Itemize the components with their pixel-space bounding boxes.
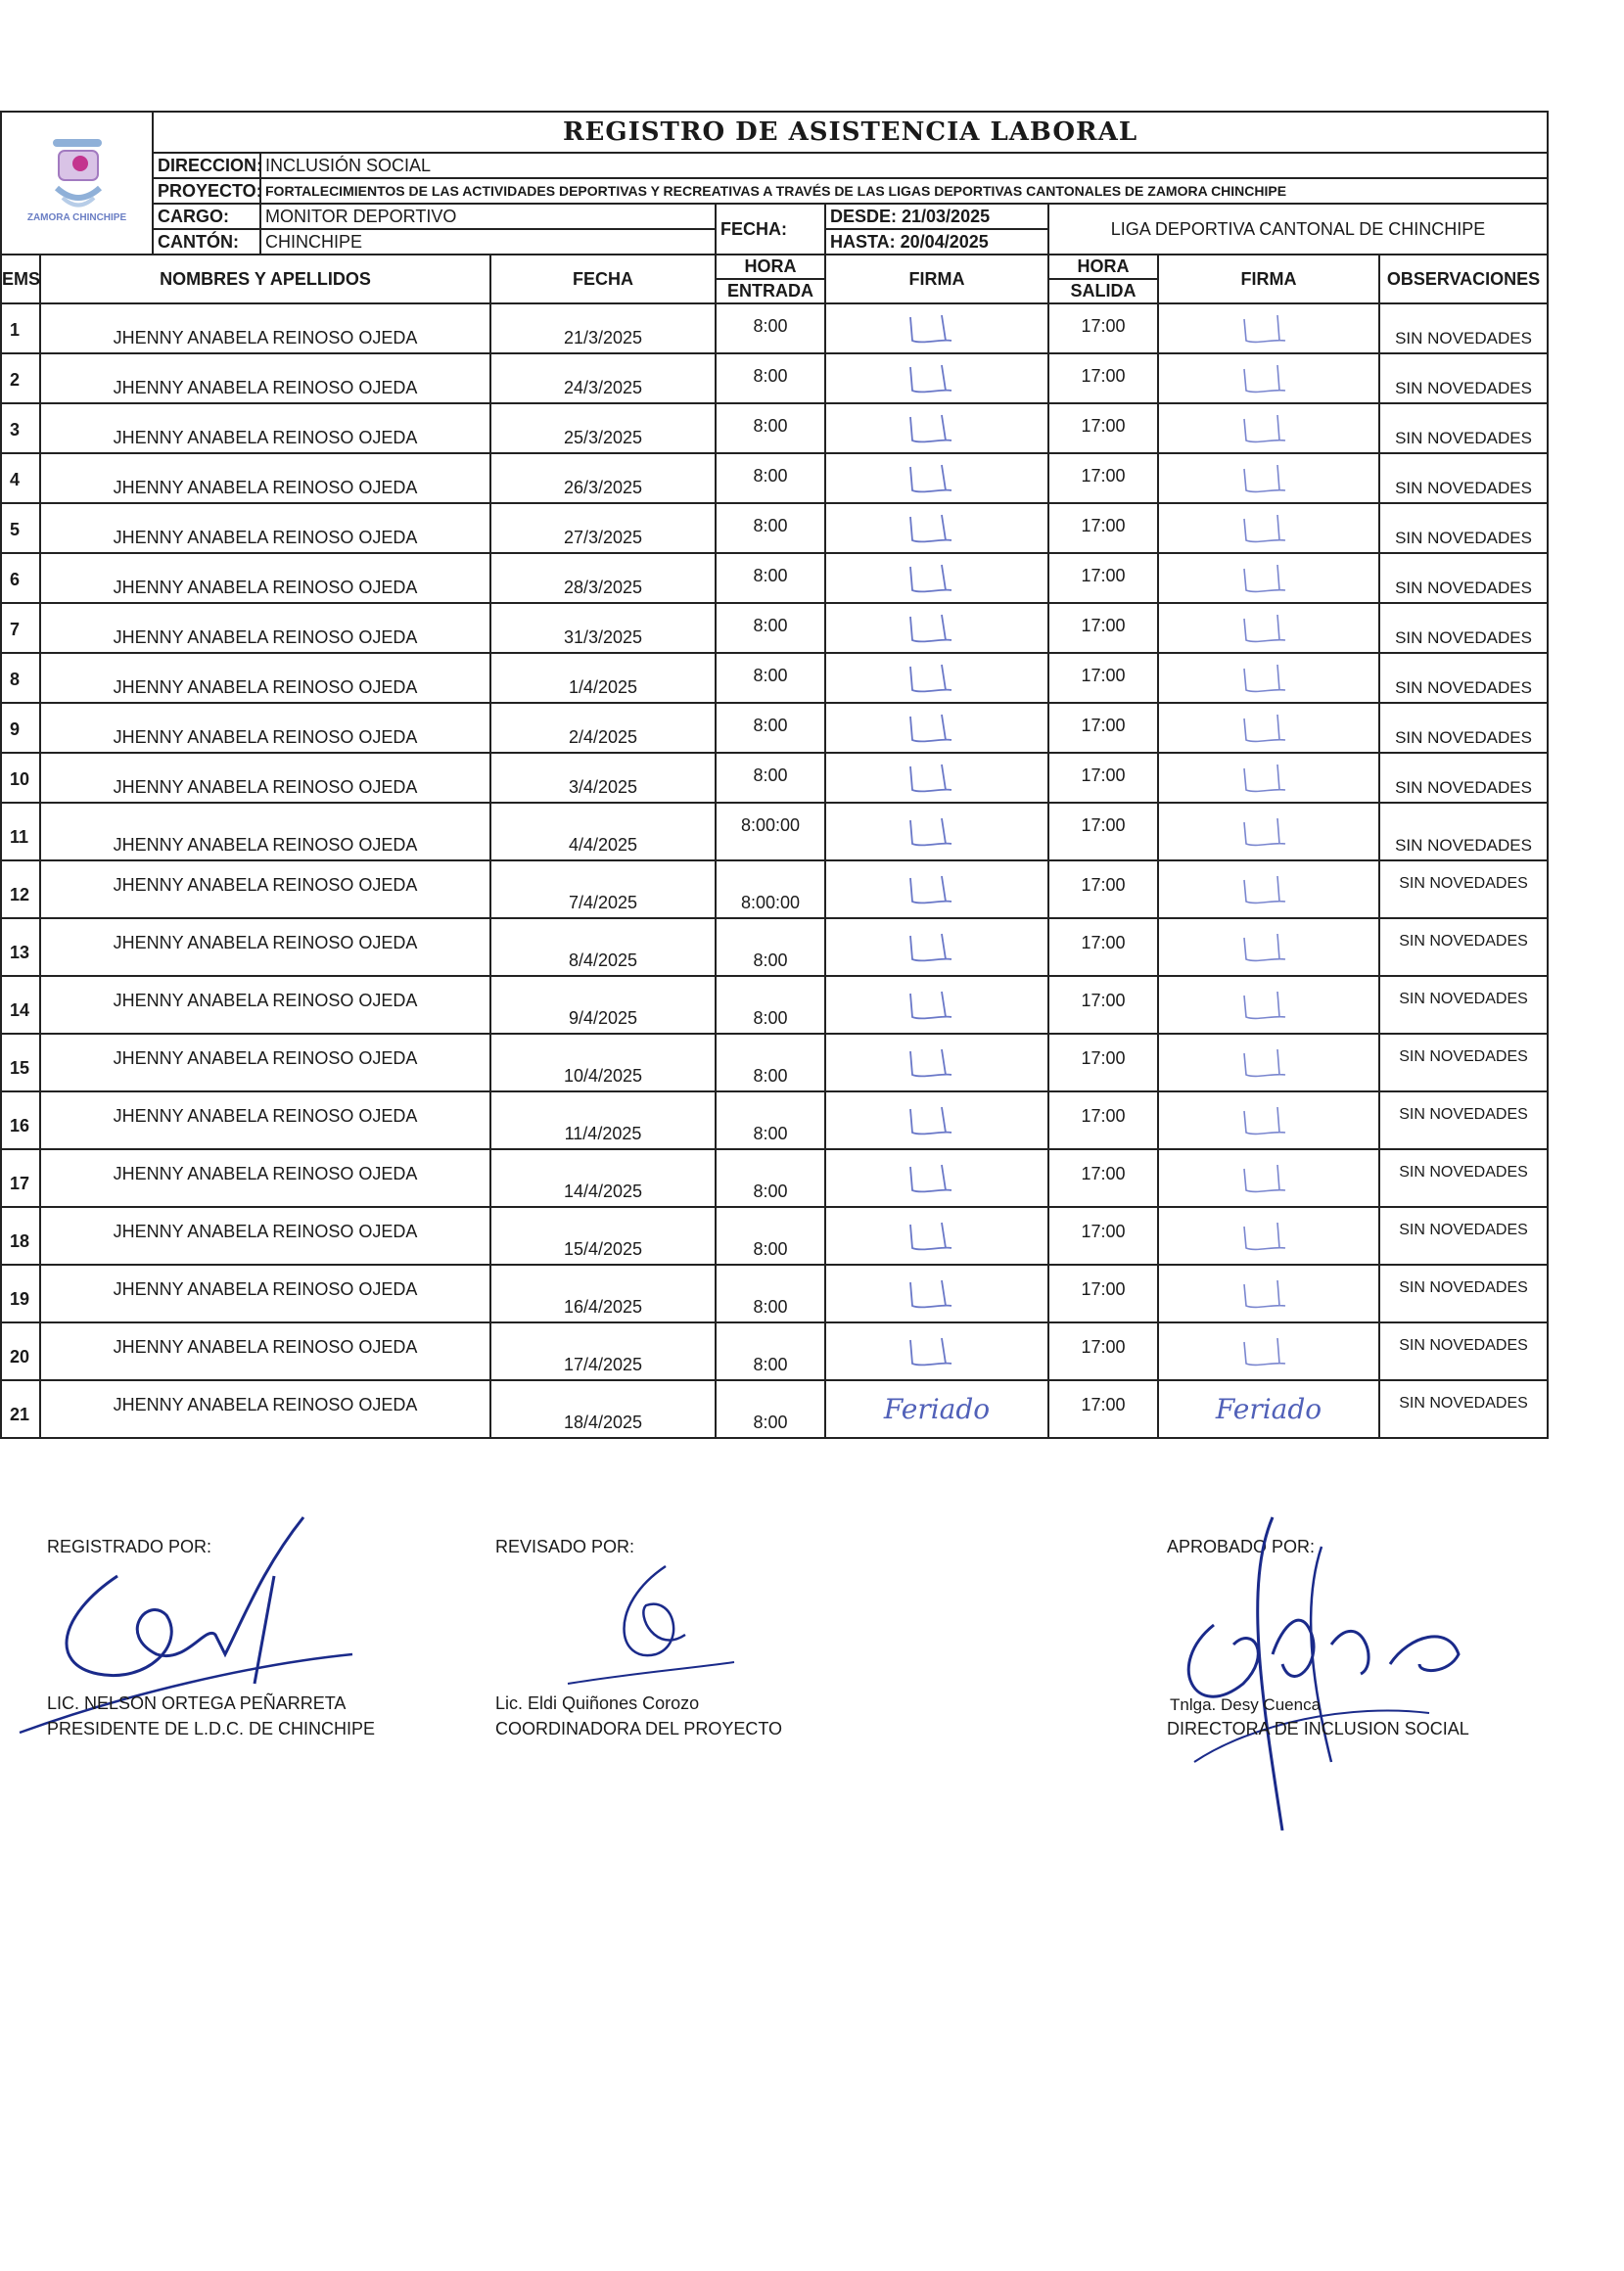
row-number: 8 bbox=[1, 653, 40, 703]
row-number: 4 bbox=[1, 453, 40, 503]
entry-signature bbox=[825, 403, 1048, 453]
entry-time: 8:00 bbox=[716, 653, 825, 703]
col-firma-entrada: FIRMA bbox=[825, 255, 1048, 303]
exit-signature bbox=[1158, 303, 1379, 353]
row-number: 2 bbox=[1, 353, 40, 403]
exit-signature bbox=[1158, 1091, 1379, 1149]
col-fecha: FECHA bbox=[490, 255, 716, 303]
row-number: 21 bbox=[1, 1380, 40, 1438]
exit-time: 17:00 bbox=[1048, 1322, 1158, 1380]
row-number: 19 bbox=[1, 1265, 40, 1322]
attendance-date: 25/3/2025 bbox=[490, 403, 716, 453]
exit-time: 17:00 bbox=[1048, 1265, 1158, 1322]
table-row bbox=[1, 353, 1548, 403]
attendance-date: 16/4/2025 bbox=[490, 1265, 716, 1322]
col-observaciones: OBSERVACIONES bbox=[1379, 255, 1548, 303]
employee-name: JHENNY ANABELA REINOSO OJEDA bbox=[40, 303, 490, 353]
attendance-date: 8/4/2025 bbox=[490, 918, 716, 976]
observation: SIN NOVEDADES bbox=[1379, 753, 1548, 803]
attendance-table bbox=[0, 254, 1549, 1439]
exit-signature bbox=[1158, 753, 1379, 803]
col-firma-salida: FIRMA bbox=[1158, 255, 1379, 303]
row-number: 5 bbox=[1, 503, 40, 553]
row-number: 20 bbox=[1, 1322, 40, 1380]
exit-time: 17:00 bbox=[1048, 503, 1158, 553]
row-number: 16 bbox=[1, 1091, 40, 1149]
exit-signature bbox=[1158, 976, 1379, 1034]
proyecto-label: PROYECTO: bbox=[153, 178, 260, 204]
exit-time: 17:00 bbox=[1048, 1091, 1158, 1149]
desde-value: DESDE: 21/03/2025 bbox=[825, 204, 1048, 229]
employee-name: JHENNY ANABELA REINOSO OJEDA bbox=[40, 503, 490, 553]
row-number: 11 bbox=[1, 803, 40, 860]
revisado-signature bbox=[548, 1547, 744, 1703]
exit-time: 17:00 bbox=[1048, 1380, 1158, 1438]
table-row bbox=[1, 860, 1548, 918]
entry-time: 8:00 bbox=[716, 403, 825, 453]
entry-signature bbox=[825, 503, 1048, 553]
row-number: 14 bbox=[1, 976, 40, 1034]
exit-signature bbox=[1158, 1265, 1379, 1322]
row-number: 13 bbox=[1, 918, 40, 976]
employee-name: JHENNY ANABELA REINOSO OJEDA bbox=[40, 453, 490, 503]
employee-name: JHENNY ANABELA REINOSO OJEDA bbox=[40, 1265, 490, 1322]
exit-signature bbox=[1158, 860, 1379, 918]
table-row bbox=[1, 303, 1548, 353]
entry-signature bbox=[825, 976, 1048, 1034]
observation: SIN NOVEDADES bbox=[1379, 803, 1548, 860]
employee-name: JHENNY ANABELA REINOSO OJEDA bbox=[40, 703, 490, 753]
attendance-date: 28/3/2025 bbox=[490, 553, 716, 603]
observation: SIN NOVEDADES bbox=[1379, 403, 1548, 453]
exit-signature bbox=[1158, 603, 1379, 653]
observation: SIN NOVEDADES bbox=[1379, 918, 1548, 976]
exit-signature bbox=[1158, 918, 1379, 976]
col-hora-entrada-top: HORA bbox=[716, 255, 825, 279]
employee-name: JHENNY ANABELA REINOSO OJEDA bbox=[40, 1034, 490, 1091]
table-row bbox=[1, 503, 1548, 553]
cargo-label: CARGO: bbox=[153, 204, 260, 229]
exit-time: 17:00 bbox=[1048, 453, 1158, 503]
entry-time: 8:00 bbox=[716, 1149, 825, 1207]
row-number: 17 bbox=[1, 1149, 40, 1207]
entry-time: 8:00:00 bbox=[716, 803, 825, 860]
observation: SIN NOVEDADES bbox=[1379, 653, 1548, 703]
attendance-date: 4/4/2025 bbox=[490, 803, 716, 860]
observation: SIN NOVEDADES bbox=[1379, 1322, 1548, 1380]
signatures-footer bbox=[0, 1507, 1624, 1860]
logo-cell bbox=[1, 112, 153, 255]
revisado-label: REVISADO POR: bbox=[495, 1537, 635, 1556]
attendance-date: 10/4/2025 bbox=[490, 1034, 716, 1091]
table-row bbox=[1, 1034, 1548, 1091]
row-number: 1 bbox=[1, 303, 40, 353]
table-row bbox=[1, 553, 1548, 603]
entry-time: 8:00 bbox=[716, 1265, 825, 1322]
exit-time: 17:00 bbox=[1048, 753, 1158, 803]
entry-time: 8:00 bbox=[716, 1091, 825, 1149]
exit-signature bbox=[1158, 403, 1379, 453]
attendance-date: 7/4/2025 bbox=[490, 860, 716, 918]
table-row bbox=[1, 403, 1548, 453]
aprobado-label: APROBADO POR: bbox=[1167, 1537, 1316, 1556]
exit-signature bbox=[1158, 1207, 1379, 1265]
employee-name: JHENNY ANABELA REINOSO OJEDA bbox=[40, 603, 490, 653]
entry-signature bbox=[825, 803, 1048, 860]
table-row bbox=[1, 1380, 1548, 1438]
employee-name: JHENNY ANABELA REINOSO OJEDA bbox=[40, 653, 490, 703]
employee-name: JHENNY ANABELA REINOSO OJEDA bbox=[40, 860, 490, 918]
exit-time: 17:00 bbox=[1048, 976, 1158, 1034]
employee-name: JHENNY ANABELA REINOSO OJEDA bbox=[40, 553, 490, 603]
aprobado-name: Tnlga. Desy Cuenca bbox=[1170, 1695, 1322, 1714]
observation: SIN NOVEDADES bbox=[1379, 553, 1548, 603]
entry-signature: Feriado bbox=[825, 1380, 1048, 1438]
attendance-date: 24/3/2025 bbox=[490, 353, 716, 403]
table-row bbox=[1, 1149, 1548, 1207]
row-number: 9 bbox=[1, 703, 40, 753]
exit-time: 17:00 bbox=[1048, 918, 1158, 976]
observation: SIN NOVEDADES bbox=[1379, 1265, 1548, 1322]
employee-name: JHENNY ANABELA REINOSO OJEDA bbox=[40, 976, 490, 1034]
table-row bbox=[1, 603, 1548, 653]
employee-name: JHENNY ANABELA REINOSO OJEDA bbox=[40, 1322, 490, 1380]
exit-time: 17:00 bbox=[1048, 603, 1158, 653]
exit-time: 17:00 bbox=[1048, 403, 1158, 453]
registrado-name: LIC. NELSON ORTEGA PEÑARRETA bbox=[47, 1693, 347, 1713]
table-row bbox=[1, 1207, 1548, 1265]
employee-name: JHENNY ANABELA REINOSO OJEDA bbox=[40, 753, 490, 803]
entry-time: 8:00 bbox=[716, 503, 825, 553]
observation: SIN NOVEDADES bbox=[1379, 703, 1548, 753]
entry-signature bbox=[825, 753, 1048, 803]
entry-time: 8:00 bbox=[716, 453, 825, 503]
row-number: 18 bbox=[1, 1207, 40, 1265]
exit-time: 17:00 bbox=[1048, 803, 1158, 860]
row-number: 6 bbox=[1, 553, 40, 603]
aprobado-signature bbox=[1136, 1507, 1468, 1831]
attendance-date: 27/3/2025 bbox=[490, 503, 716, 553]
observation: SIN NOVEDADES bbox=[1379, 1207, 1548, 1265]
logo-text: ZAMORA CHINCHIPE bbox=[26, 212, 127, 223]
observation: SIN NOVEDADES bbox=[1379, 453, 1548, 503]
row-number: 15 bbox=[1, 1034, 40, 1091]
employee-name: JHENNY ANABELA REINOSO OJEDA bbox=[40, 353, 490, 403]
exit-signature bbox=[1158, 553, 1379, 603]
entry-signature bbox=[825, 1322, 1048, 1380]
employee-name: JHENNY ANABELA REINOSO OJEDA bbox=[40, 1091, 490, 1149]
canton-label: CANTÓN: bbox=[153, 229, 260, 255]
col-hora-entrada-bottom: ENTRADA bbox=[716, 279, 825, 303]
entry-signature bbox=[825, 1149, 1048, 1207]
exit-signature: Feriado bbox=[1158, 1380, 1379, 1438]
entry-signature bbox=[825, 353, 1048, 403]
col-items: EMS bbox=[1, 255, 40, 303]
document-title: REGISTRO DE ASISTENCIA LABORAL bbox=[153, 112, 1548, 153]
table-row bbox=[1, 918, 1548, 976]
exit-time: 17:00 bbox=[1048, 1149, 1158, 1207]
entry-time: 8:00 bbox=[716, 703, 825, 753]
table-row bbox=[1, 703, 1548, 753]
exit-signature bbox=[1158, 453, 1379, 503]
entry-time: 8:00 bbox=[716, 753, 825, 803]
row-number: 7 bbox=[1, 603, 40, 653]
entry-time: 8:00 bbox=[716, 1380, 825, 1438]
entry-signature bbox=[825, 303, 1048, 353]
observation: SIN NOVEDADES bbox=[1379, 1380, 1548, 1438]
exit-signature bbox=[1158, 1322, 1379, 1380]
entry-signature bbox=[825, 1265, 1048, 1322]
entry-time: 8:00 bbox=[716, 603, 825, 653]
observation: SIN NOVEDADES bbox=[1379, 1091, 1548, 1149]
entry-signature bbox=[825, 1207, 1048, 1265]
row-number: 10 bbox=[1, 753, 40, 803]
revisado-name: Lic. Eldi Quiñones Corozo bbox=[495, 1693, 700, 1713]
attendance-date: 15/4/2025 bbox=[490, 1207, 716, 1265]
attendance-date: 3/4/2025 bbox=[490, 753, 716, 803]
fecha-label: FECHA: bbox=[716, 204, 825, 255]
table-row bbox=[1, 653, 1548, 703]
exit-time: 17:00 bbox=[1048, 303, 1158, 353]
proyecto-value: FORTALECIMIENTOS DE LAS ACTIVIDADES DEPORTIVAS Y RECREATIVAS A TRAVÉS DE LAS LIGAS DEPORTIVAS CANTONALES DE ZAMORA CHINCHIPE bbox=[260, 178, 1548, 204]
observation: SIN NOVEDADES bbox=[1379, 353, 1548, 403]
table-row bbox=[1, 753, 1548, 803]
attendance-rows bbox=[1, 303, 1548, 1438]
entry-time: 8:00 bbox=[716, 918, 825, 976]
exit-signature bbox=[1158, 1149, 1379, 1207]
observation: SIN NOVEDADES bbox=[1379, 1034, 1548, 1091]
entry-signature bbox=[825, 918, 1048, 976]
employee-name: JHENNY ANABELA REINOSO OJEDA bbox=[40, 403, 490, 453]
aprobado-role: DIRECTORA DE INCLUSION SOCIAL bbox=[1167, 1719, 1469, 1738]
direccion-value: INCLUSIÓN SOCIAL bbox=[260, 153, 1548, 178]
entry-signature bbox=[825, 860, 1048, 918]
entry-time: 8:00 bbox=[716, 1207, 825, 1265]
exit-signature bbox=[1158, 703, 1379, 753]
table-row bbox=[1, 976, 1548, 1034]
employee-name: JHENNY ANABELA REINOSO OJEDA bbox=[40, 1207, 490, 1265]
entry-time: 8:00 bbox=[716, 353, 825, 403]
exit-time: 17:00 bbox=[1048, 860, 1158, 918]
attendance-date: 21/3/2025 bbox=[490, 303, 716, 353]
entry-time: 8:00 bbox=[716, 553, 825, 603]
attendance-date: 18/4/2025 bbox=[490, 1380, 716, 1438]
observation: SIN NOVEDADES bbox=[1379, 503, 1548, 553]
employee-name: JHENNY ANABELA REINOSO OJEDA bbox=[40, 1149, 490, 1207]
liga-value: LIGA DEPORTIVA CANTONAL DE CHINCHIPE bbox=[1048, 204, 1548, 255]
attendance-date: 9/4/2025 bbox=[490, 976, 716, 1034]
exit-signature bbox=[1158, 353, 1379, 403]
attendance-date: 11/4/2025 bbox=[490, 1091, 716, 1149]
col-hora-salida-top: HORA bbox=[1048, 255, 1158, 279]
entry-time: 8:00:00 bbox=[716, 860, 825, 918]
attendance-sheet bbox=[0, 111, 1547, 1439]
registrado-role: PRESIDENTE DE L.D.C. DE CHINCHIPE bbox=[47, 1719, 376, 1738]
col-nombres: NOMBRES Y APELLIDOS bbox=[40, 255, 490, 303]
entry-time: 8:00 bbox=[716, 976, 825, 1034]
entry-time: 8:00 bbox=[716, 303, 825, 353]
attendance-date: 17/4/2025 bbox=[490, 1322, 716, 1380]
attendance-date: 1/4/2025 bbox=[490, 653, 716, 703]
employee-name: JHENNY ANABELA REINOSO OJEDA bbox=[40, 918, 490, 976]
canton-value: CHINCHIPE bbox=[260, 229, 716, 255]
direccion-label: DIRECCION: bbox=[153, 153, 260, 178]
row-number: 3 bbox=[1, 403, 40, 453]
entry-signature bbox=[825, 1034, 1048, 1091]
table-row bbox=[1, 1265, 1548, 1322]
cargo-value: MONITOR DEPORTIVO bbox=[260, 204, 716, 229]
observation: SIN NOVEDADES bbox=[1379, 860, 1548, 918]
table-row bbox=[1, 1322, 1548, 1380]
exit-time: 17:00 bbox=[1048, 703, 1158, 753]
entry-signature bbox=[825, 1091, 1048, 1149]
entry-signature bbox=[825, 653, 1048, 703]
table-row bbox=[1, 1091, 1548, 1149]
entry-time: 8:00 bbox=[716, 1322, 825, 1380]
exit-time: 17:00 bbox=[1048, 353, 1158, 403]
exit-signature bbox=[1158, 653, 1379, 703]
registrado-label: REGISTRADO POR: bbox=[47, 1537, 212, 1556]
table-row bbox=[1, 453, 1548, 503]
entry-signature bbox=[825, 553, 1048, 603]
exit-signature bbox=[1158, 503, 1379, 553]
employee-name: JHENNY ANABELA REINOSO OJEDA bbox=[40, 803, 490, 860]
exit-time: 17:00 bbox=[1048, 1034, 1158, 1091]
attendance-date: 2/4/2025 bbox=[490, 703, 716, 753]
observation: SIN NOVEDADES bbox=[1379, 303, 1548, 353]
entry-signature bbox=[825, 453, 1048, 503]
entry-signature bbox=[825, 603, 1048, 653]
attendance-date: 26/3/2025 bbox=[490, 453, 716, 503]
revisado-role: COORDINADORA DEL PROYECTO bbox=[495, 1719, 783, 1738]
exit-signature bbox=[1158, 1034, 1379, 1091]
attendance-date: 31/3/2025 bbox=[490, 603, 716, 653]
exit-signature bbox=[1158, 803, 1379, 860]
zamora-chinchipe-logo bbox=[23, 119, 131, 242]
hasta-value: HASTA: 20/04/2025 bbox=[825, 229, 1048, 255]
row-number: 12 bbox=[1, 860, 40, 918]
exit-time: 17:00 bbox=[1048, 553, 1158, 603]
entry-time: 8:00 bbox=[716, 1034, 825, 1091]
exit-time: 17:00 bbox=[1048, 653, 1158, 703]
entry-signature bbox=[825, 703, 1048, 753]
attendance-date: 14/4/2025 bbox=[490, 1149, 716, 1207]
header-table bbox=[0, 111, 1549, 255]
col-hora-salida-bottom: SALIDA bbox=[1048, 279, 1158, 303]
observation: SIN NOVEDADES bbox=[1379, 1149, 1548, 1207]
observation: SIN NOVEDADES bbox=[1379, 976, 1548, 1034]
observation: SIN NOVEDADES bbox=[1379, 603, 1548, 653]
table-row bbox=[1, 803, 1548, 860]
employee-name: JHENNY ANABELA REINOSO OJEDA bbox=[40, 1380, 490, 1438]
exit-time: 17:00 bbox=[1048, 1207, 1158, 1265]
